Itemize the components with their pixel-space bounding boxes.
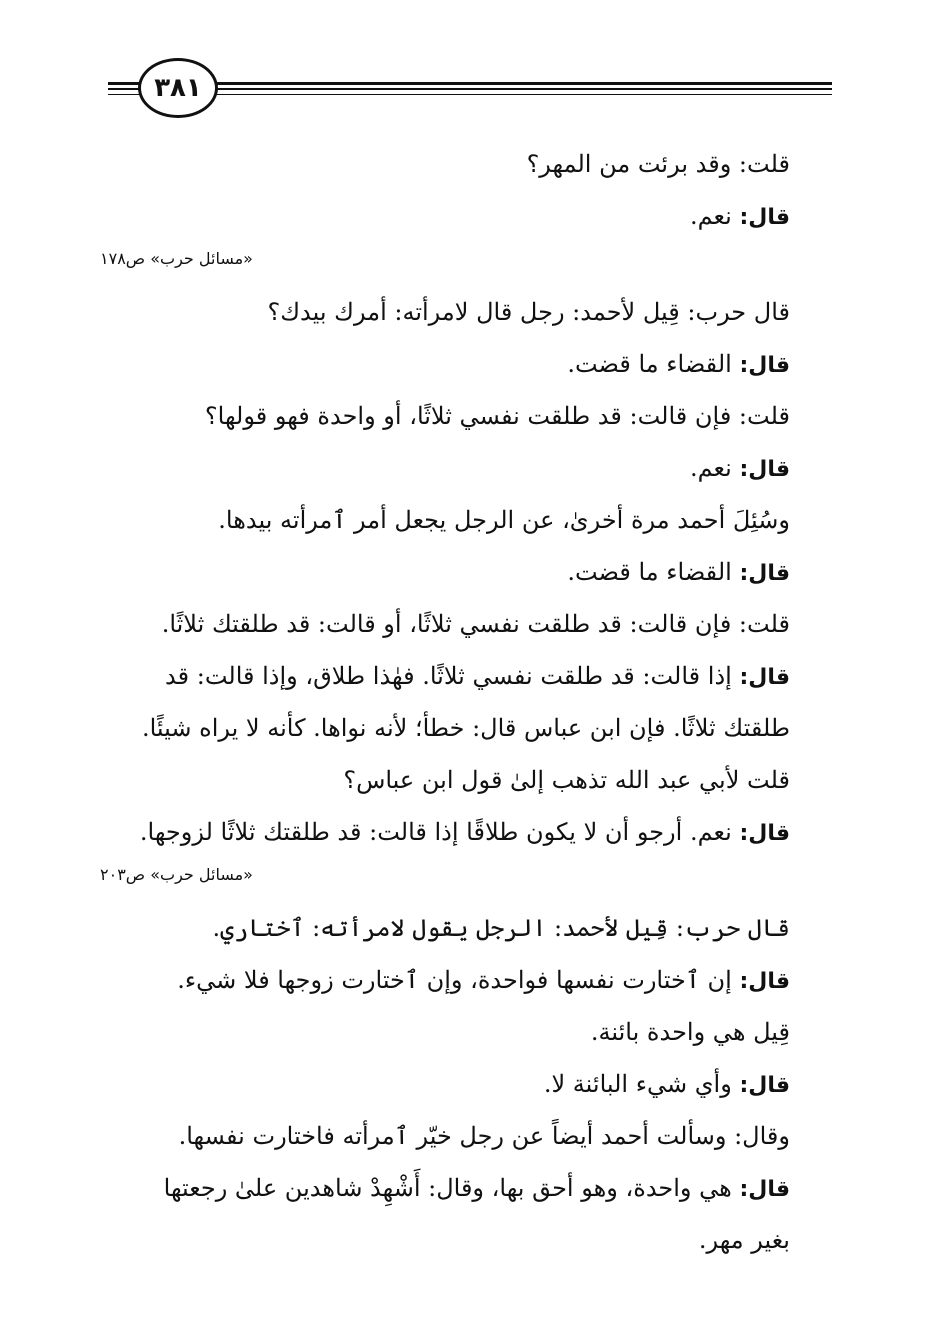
source-citation: «مسائل حرب» ص٢٠٣ (100, 865, 253, 884)
line-text: قلت: فإن قالت: قد طلقت نفسي ثلاثًا، أو قالت: قد طلقتك ثلاثًا. (161, 610, 790, 638)
line-text: بغير مهر. (698, 1226, 790, 1254)
speaker-label: قال: (739, 1177, 790, 1202)
text-line (100, 190, 790, 242)
source-citation: «مسائل حرب» ص١٧٨ (100, 249, 253, 268)
line-text: نعم. (689, 202, 740, 230)
text-line (100, 546, 790, 598)
speaker-label: قال: (739, 561, 790, 586)
text-line (100, 390, 790, 442)
text-line (100, 338, 790, 390)
line-text: وقال: وسألت أحمد أيضاً عن رجل خيّر ٱمرأته فاختارت نفسها. (178, 1122, 790, 1150)
speaker-label: قال: (739, 969, 790, 994)
text-line (100, 754, 790, 806)
line-text: وسُئِلَ أحمد مرة أخرىٰ، عن الرجل يجعل أمر ٱمرأته بيدها. (218, 506, 790, 534)
speaker-label: قال: (739, 353, 790, 378)
speaker-label: قال: (739, 665, 790, 690)
line-text: قلت: وقد برئت من المهر؟ (526, 150, 790, 178)
speaker-label: قال: (739, 205, 790, 230)
text-line (100, 494, 790, 546)
line-text: قِيل هي واحدة بائنة. (590, 1018, 790, 1046)
text-line (100, 1006, 790, 1058)
text-line (100, 806, 790, 858)
page-body (100, 138, 790, 1266)
text-line (100, 1110, 790, 1162)
text-line (100, 598, 790, 650)
line-text: هي واحدة، وهو أحق بها، وقال: أَشْهِدْ شاهدين علىٰ رجعتها (163, 1174, 740, 1202)
text-line (100, 954, 790, 1006)
page-number: ٣٨١ (138, 58, 218, 118)
text-line (100, 650, 790, 702)
line-text: إن ٱختارت نفسها فواحدة، وإن ٱختارت زوجها فلا شيء. (177, 966, 740, 994)
line-text: إذا قالت: قد طلقت نفسي ثلاثًا. فهٰذا طلاق، وإذا قالت: قد (165, 662, 740, 690)
text-line (100, 902, 790, 954)
line-text: وأي شيء البائنة لا. (543, 1070, 740, 1098)
line-text: قلت: فإن قالت: قد طلقت نفسي ثلاثًا، أو واحدة فهو قولها؟ (204, 402, 790, 430)
line-text: نعم. أرجو أن لا يكون طلاقًا إذا قالت: قد طلقتك ثلاثًا لزوجها. (139, 818, 740, 846)
text-line (100, 1058, 790, 1110)
page-header (108, 58, 832, 122)
text-line (100, 138, 790, 190)
text-line (100, 442, 790, 494)
text-line (100, 286, 790, 338)
line-text: القضاء ما قضت. (567, 558, 740, 586)
speaker-label: قال: (739, 1073, 790, 1098)
line-text: قلت لأبي عبد الله تذهب إلىٰ قول ابن عباس؟ (343, 766, 790, 794)
text-line (100, 1214, 790, 1266)
text-line (100, 1162, 790, 1214)
line-text: نعم. (689, 454, 740, 482)
text-line (95, 702, 790, 754)
speaker-label: قال: (739, 457, 790, 482)
line-text: القضاء ما قضت. (567, 350, 740, 378)
speaker-label: قال: (739, 821, 790, 846)
line-text: قال حرب: قِيل لأحمد: الرجل يقول لامرأته: ٱختاري. (212, 914, 790, 942)
line-text: قال حرب: قِيل لأحمد: رجل قال لامرأته: أمرك بيدك؟ (267, 298, 790, 326)
line-text: طلقتك ثلاثًا. فإن ابن عباس قال: خطأ؛ لأنه نواها. كأنه لا يراه شيئًا. (141, 714, 790, 742)
